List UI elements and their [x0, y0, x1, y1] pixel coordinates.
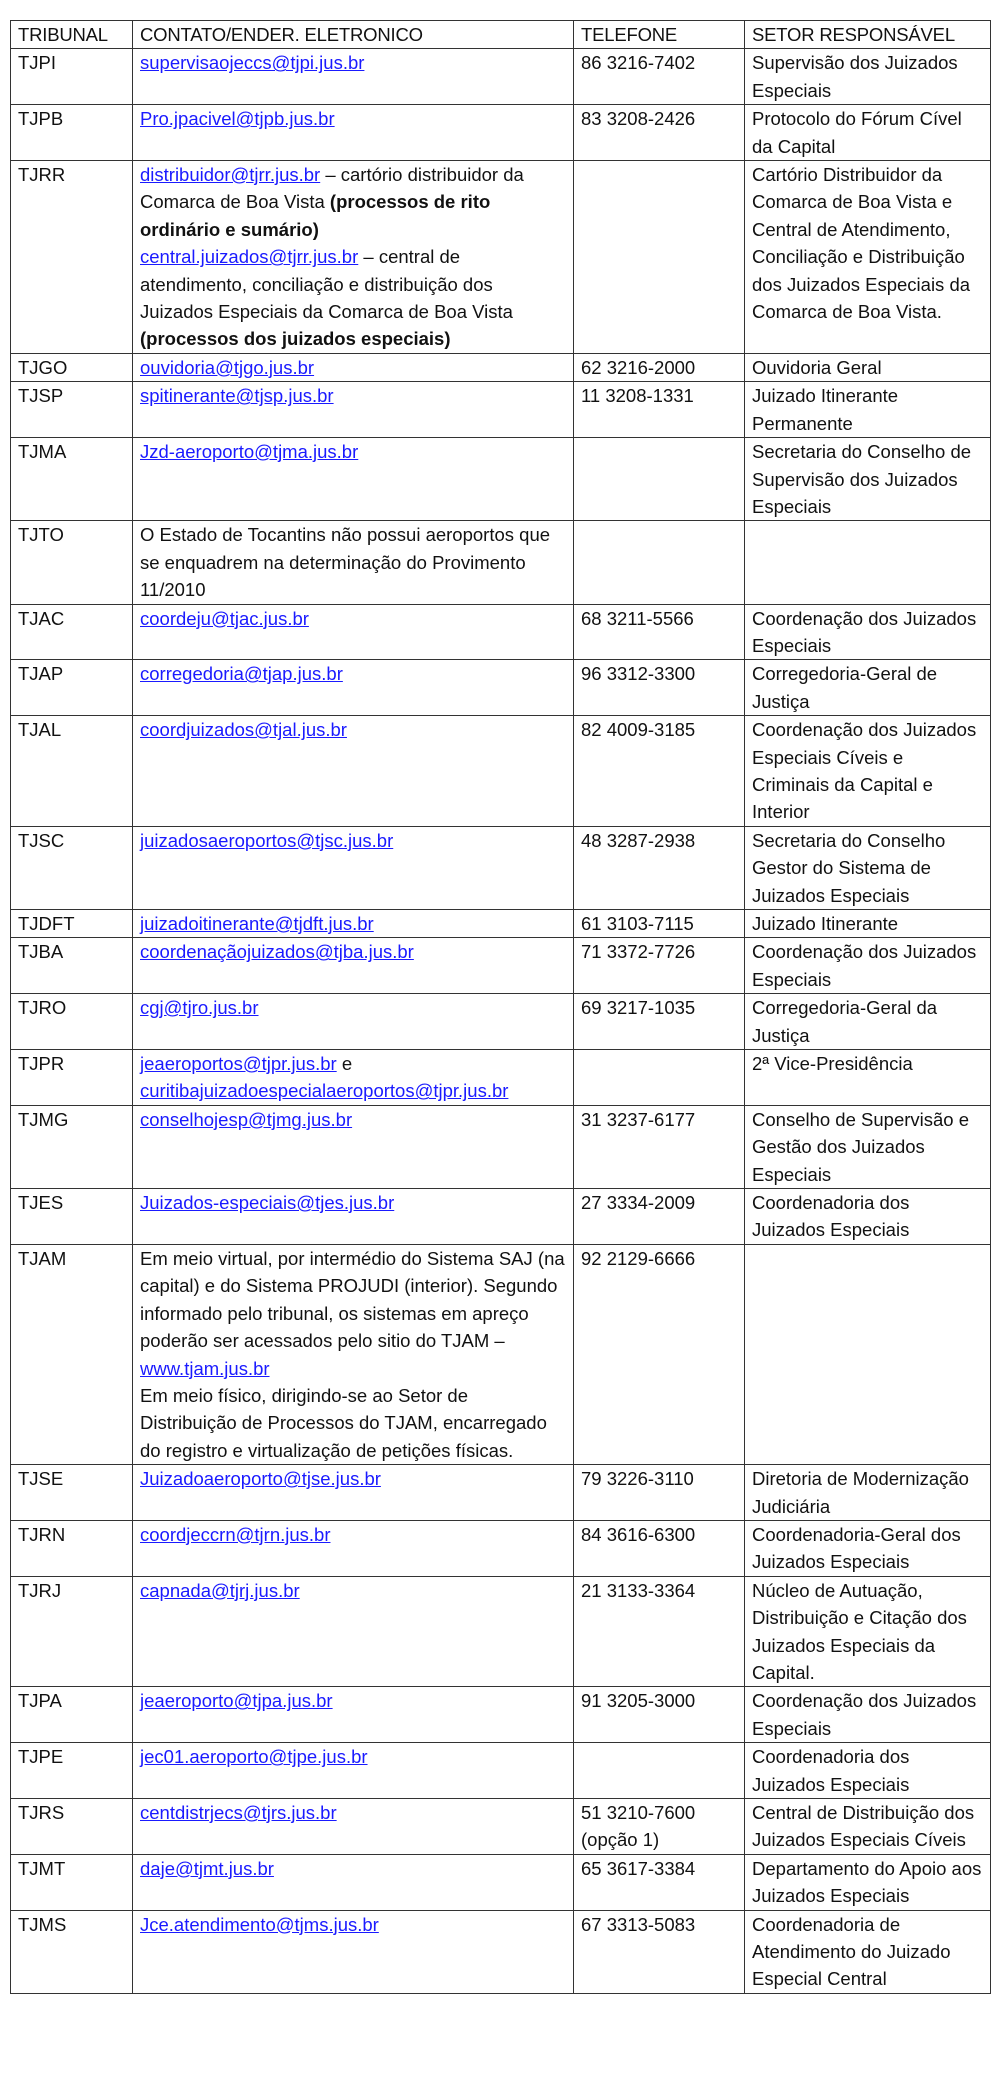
- cell-phone: 84 3616-6300: [574, 1520, 745, 1576]
- cell-sector: Coordenação dos Juizados Especiais: [745, 604, 991, 660]
- cell-contact: [133, 1105, 574, 1188]
- cell-contact: [133, 1910, 574, 1993]
- table-row: [11, 105, 991, 161]
- cell-tribunal: TJES: [11, 1189, 133, 1245]
- cell-contact: [133, 1854, 574, 1910]
- email-link[interactable]: Jzd-aeroporto@tjma.jus.br: [140, 441, 359, 463]
- cell-tribunal: TJMS: [11, 1910, 133, 1993]
- cell-sector: Coordenadoria de Atendimento do Juizado Especial Central: [745, 1910, 991, 1993]
- cell-phone: 67 3313-5083: [574, 1910, 745, 1993]
- cell-sector: Corregedoria-Geral da Justiça: [745, 994, 991, 1050]
- cell-contact: [133, 660, 574, 716]
- table-row: [11, 604, 991, 660]
- cell-tribunal: TJPA: [11, 1687, 133, 1743]
- contact-text: Em meio físico, dirigindo-se ao Setor de Distribuição de Processos do TJAM, encarregado do registro e virtualização de petições físicas.: [140, 1384, 547, 1461]
- cell-phone: 62 3216-2000: [574, 353, 745, 381]
- cell-contact: [133, 49, 574, 105]
- cell-contact: [133, 1244, 574, 1464]
- cell-sector: Coordenadoria dos Juizados Especiais: [745, 1743, 991, 1799]
- cell-tribunal: TJDFT: [11, 910, 133, 938]
- cell-phone: 82 4009-3185: [574, 716, 745, 827]
- table-row: [11, 1520, 991, 1576]
- cell-sector: Núcleo de Autuação, Distribuição e Citação dos Juizados Especiais da Capital.: [745, 1576, 991, 1687]
- cell-contact: [133, 1799, 574, 1855]
- table-row: [11, 1854, 991, 1910]
- header-tribunal: TRIBUNAL: [11, 21, 133, 49]
- cell-tribunal: TJRJ: [11, 1576, 133, 1687]
- table-header-row: [11, 21, 991, 49]
- cell-phone: 65 3617-3384: [574, 1854, 745, 1910]
- cell-tribunal: TJAP: [11, 660, 133, 716]
- table-row: [11, 660, 991, 716]
- table-row: [11, 1743, 991, 1799]
- header-phone: TELEFONE: [574, 21, 745, 49]
- contact-text: – cartório distribuidor da Comarca de Boa Vista: [140, 164, 524, 213]
- cell-sector: Coordenadoria-Geral dos Juizados Especiais: [745, 1520, 991, 1576]
- cell-contact: [133, 382, 574, 438]
- table-row: [11, 826, 991, 909]
- cell-phone: [574, 1743, 745, 1799]
- table-row: [11, 1576, 991, 1687]
- cell-tribunal: TJRS: [11, 1799, 133, 1855]
- cell-phone: 31 3237-6177: [574, 1105, 745, 1188]
- cell-phone: 79 3226-3110: [574, 1465, 745, 1521]
- email-link[interactable]: juizadoitinerante@tjdft.jus.br: [140, 913, 374, 934]
- email-link[interactable]: centdistrjecs@tjrs.jus.br: [140, 1802, 337, 1823]
- cell-contact: [133, 1743, 574, 1799]
- cell-contact: [133, 353, 574, 381]
- contact-text: Em meio virtual, por intermédio do Sistema SAJ (na capital) e do Sistema PROJUDI (interior). Segundo informado pelo tribunal, os sistemas em apreço poderão ser acessados pelo sitio do TJAM –: [140, 1247, 565, 1352]
- header-sector: SETOR RESPONSÁVEL: [745, 21, 991, 49]
- cell-sector: Protocolo do Fórum Cível da Capital: [745, 105, 991, 161]
- cell-tribunal: TJMA: [11, 438, 133, 521]
- cell-phone: 83 3208-2426: [574, 105, 745, 161]
- cell-tribunal: TJTO: [11, 521, 133, 604]
- cell-contact: [133, 1189, 574, 1245]
- cell-phone: [574, 1050, 745, 1106]
- cell-sector: [745, 1244, 991, 1464]
- contact-text: e: [336, 1053, 353, 1075]
- cell-phone: 27 3334-2009: [574, 1189, 745, 1245]
- cell-tribunal: TJBA: [11, 938, 133, 994]
- cell-tribunal: TJSE: [11, 1465, 133, 1521]
- cell-contact: [133, 438, 574, 521]
- table-row: [11, 716, 991, 827]
- cell-contact: [133, 105, 574, 161]
- cell-sector: Ouvidoria Geral: [745, 353, 991, 381]
- cell-sector: Coordenação dos Juizados Especiais: [745, 1687, 991, 1743]
- table-row: [11, 1687, 991, 1743]
- cell-phone: 68 3211-5566: [574, 604, 745, 660]
- cell-phone: 21 3133-3364: [574, 1576, 745, 1687]
- cell-sector: [745, 521, 991, 604]
- cell-sector: 2ª Vice-Presidência: [745, 1050, 991, 1106]
- cell-contact: [133, 994, 574, 1050]
- table-row: [11, 994, 991, 1050]
- table-row: [11, 438, 991, 521]
- cell-contact: [133, 716, 574, 827]
- email-link[interactable]: corregedoria@tjap.jus.br: [140, 663, 343, 685]
- cell-phone: 69 3217-1035: [574, 994, 745, 1050]
- email-link[interactable]: Pro.jpacivel@tjpb.jus.br: [140, 108, 335, 130]
- cell-tribunal: TJAL: [11, 716, 133, 827]
- cell-contact: [133, 1050, 574, 1106]
- cell-tribunal: TJAC: [11, 604, 133, 660]
- email-link[interactable]: jeaeroportos@tjpr.jus.br: [140, 1053, 337, 1075]
- email-link[interactable]: conselhojesp@tjmg.jus.br: [140, 1108, 353, 1130]
- cell-sector: Juizado Itinerante Permanente: [745, 382, 991, 438]
- email-link[interactable]: Juizadoaeroporto@tjse.jus.br: [140, 1468, 381, 1490]
- cell-tribunal: TJPE: [11, 1743, 133, 1799]
- cell-tribunal: TJAM: [11, 1244, 133, 1464]
- cell-phone: [574, 161, 745, 354]
- email-link[interactable]: Jce.atendimento@tjms.jus.br: [140, 1913, 379, 1935]
- table-row: [11, 1189, 991, 1245]
- cell-phone: 71 3372-7726: [574, 938, 745, 994]
- cell-sector: Coordenação dos Juizados Especiais: [745, 938, 991, 994]
- email-link[interactable]: coordjeccrn@tjrn.jus.br: [140, 1523, 331, 1545]
- cell-sector: Coordenação dos Juizados Especiais Cíveis e Criminais da Capital e Interior: [745, 716, 991, 827]
- cell-contact: [133, 521, 574, 604]
- cell-sector: Juizado Itinerante: [745, 910, 991, 938]
- cell-contact: [133, 1687, 574, 1743]
- email-link[interactable]: curitibajuizadoespecialaeroportos@tjpr.jus.br: [140, 1080, 509, 1102]
- cell-phone: 51 3210-7600 (opção 1): [574, 1799, 745, 1855]
- cell-phone: [574, 521, 745, 604]
- cell-sector: Central de Distribuição dos Juizados Especiais Cíveis: [745, 1799, 991, 1855]
- cell-phone: 86 3216-7402: [574, 49, 745, 105]
- contact-text: – central de atendimento, conciliação e distribuição dos Juizados Especiais da Comarca de Boa Vista: [140, 246, 513, 323]
- cell-tribunal: TJGO: [11, 353, 133, 381]
- cell-phone: 61 3103-7115: [574, 910, 745, 938]
- table-row: [11, 49, 991, 105]
- email-link[interactable]: coordjuizados@tjal.jus.br: [140, 719, 347, 741]
- email-link[interactable]: jec01.aeroporto@tjpe.jus.br: [140, 1746, 368, 1768]
- cell-contact: [133, 826, 574, 909]
- cell-contact: [133, 1520, 574, 1576]
- table-row: [11, 1050, 991, 1106]
- cell-sector: Supervisão dos Juizados Especiais: [745, 49, 991, 105]
- email-link[interactable]: central.juizados@tjrr.jus.br: [140, 246, 359, 268]
- cell-tribunal: TJSC: [11, 826, 133, 909]
- cell-phone: 48 3287-2938: [574, 826, 745, 909]
- website-link[interactable]: www.tjam.jus.br: [140, 1357, 270, 1379]
- cell-tribunal: TJRN: [11, 1520, 133, 1576]
- email-link[interactable]: coordeju@tjac.jus.br: [140, 607, 309, 629]
- cell-tribunal: TJRO: [11, 994, 133, 1050]
- cell-sector: Diretoria de Modernização Judiciária: [745, 1465, 991, 1521]
- cell-sector: Conselho de Supervisão e Gestão dos Juizados Especiais: [745, 1105, 991, 1188]
- table-row: [11, 521, 991, 604]
- cell-tribunal: TJPB: [11, 105, 133, 161]
- header-contact: CONTATO/ENDER. ELETRONICO: [133, 21, 574, 49]
- cell-sector: Secretaria do Conselho de Supervisão dos Juizados Especiais: [745, 438, 991, 521]
- email-link[interactable]: daje@tjmt.jus.br: [140, 1857, 274, 1879]
- email-link[interactable]: supervisaojeccs@tjpi.jus.br: [140, 52, 365, 74]
- email-link[interactable]: jeaeroporto@tjpa.jus.br: [140, 1690, 333, 1712]
- cell-tribunal: TJMG: [11, 1105, 133, 1188]
- table-row: [11, 1799, 991, 1855]
- email-link[interactable]: ouvidoria@tjgo.jus.br: [140, 356, 315, 378]
- cell-sector: Departamento do Apoio aos Juizados Especiais: [745, 1854, 991, 1910]
- table-row: [11, 910, 991, 938]
- cell-contact: [133, 938, 574, 994]
- cell-sector: Secretaria do Conselho Gestor do Sistema de Juizados Especiais: [745, 826, 991, 909]
- email-link[interactable]: capnada@tjrj.jus.br: [140, 1579, 300, 1601]
- table-row: [11, 938, 991, 994]
- cell-phone: 96 3312-3300: [574, 660, 745, 716]
- cell-sector: Cartório Distribuidor da Comarca de Boa Vista e Central de Atendimento, Conciliação e Distribuição dos Juizados Especiais da Comarca de Boa Vista.: [745, 161, 991, 354]
- email-link[interactable]: cgj@tjro.jus.br: [140, 997, 259, 1019]
- cell-phone: [574, 438, 745, 521]
- table-body: [11, 49, 991, 1993]
- cell-contact: [133, 1465, 574, 1521]
- contacts-table: [10, 20, 991, 1994]
- cell-contact: [133, 1576, 574, 1687]
- table-row: [11, 1105, 991, 1188]
- cell-phone: 91 3205-3000: [574, 1687, 745, 1743]
- table-row: [11, 161, 991, 354]
- contact-text: O Estado de Tocantins não possui aeroportos que se enquadrem na determinação do Provimento 11/2010: [140, 524, 551, 601]
- table-row: [11, 1244, 991, 1464]
- table-row: [11, 382, 991, 438]
- email-link[interactable]: juizadosaeroportos@tjsc.jus.br: [140, 829, 394, 851]
- cell-tribunal: TJRR: [11, 161, 133, 354]
- email-link[interactable]: Juizados-especiais@tjes.jus.br: [140, 1192, 395, 1214]
- table-row: [11, 353, 991, 381]
- contact-note-bold: (processos de rito ordinário e sumário): [140, 191, 491, 240]
- table-row: [11, 1910, 991, 1993]
- cell-phone: 11 3208-1331: [574, 382, 745, 438]
- email-link[interactable]: distribuidor@tjrr.jus.br: [140, 164, 321, 186]
- cell-tribunal: TJPR: [11, 1050, 133, 1106]
- cell-contact: [133, 604, 574, 660]
- cell-sector: Coordenadoria dos Juizados Especiais: [745, 1189, 991, 1245]
- cell-tribunal: TJPI: [11, 49, 133, 105]
- email-link[interactable]: coordenaçãojuizados@tjba.jus.br: [140, 941, 414, 963]
- cell-tribunal: TJMT: [11, 1854, 133, 1910]
- contact-note-bold: (processos dos juizados especiais): [140, 328, 451, 350]
- cell-contact: [133, 910, 574, 938]
- cell-contact: [133, 161, 574, 354]
- cell-phone: 92 2129-6666: [574, 1244, 745, 1464]
- email-link[interactable]: spitinerante@tjsp.jus.br: [140, 385, 334, 407]
- table-row: [11, 1465, 991, 1521]
- cell-tribunal: TJSP: [11, 382, 133, 438]
- cell-sector: Corregedoria-Geral de Justiça: [745, 660, 991, 716]
